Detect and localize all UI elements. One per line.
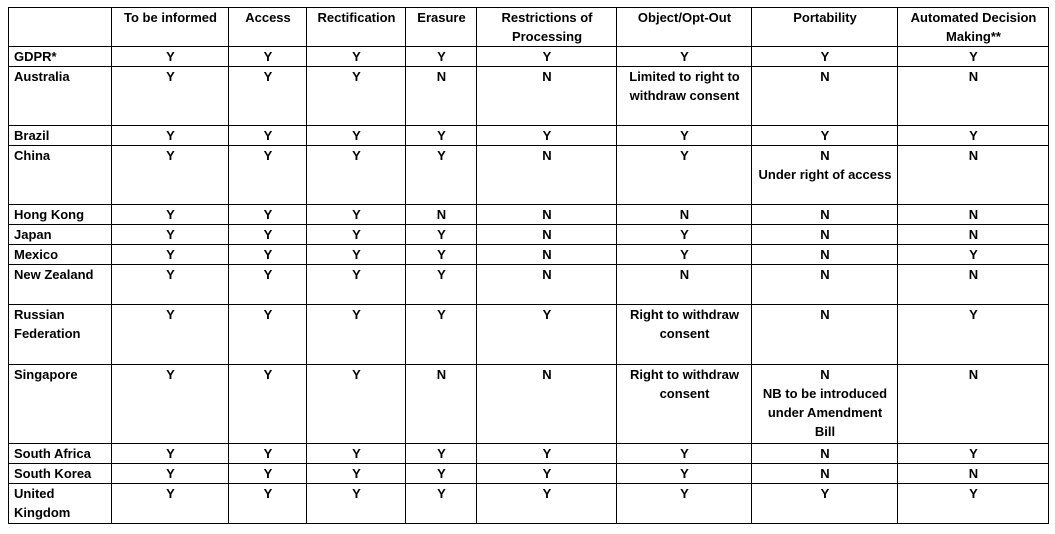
table-row bbox=[9, 126, 1049, 146]
value-cell: Y bbox=[307, 67, 406, 126]
value-cell: Y bbox=[406, 245, 477, 265]
value-cell: N bbox=[477, 245, 617, 265]
value-cell: Y bbox=[112, 225, 229, 245]
value-cell: Y bbox=[229, 47, 307, 67]
value-cell: Y bbox=[617, 47, 752, 67]
value-cell: N bbox=[477, 265, 617, 305]
value-cell: N bbox=[752, 225, 898, 245]
value-cell: Y bbox=[307, 146, 406, 205]
rights-comparison-table bbox=[8, 7, 1049, 524]
value-cell: Y bbox=[752, 126, 898, 146]
country-cell: Singapore bbox=[9, 365, 112, 444]
table-row bbox=[9, 464, 1049, 484]
value-cell: N bbox=[898, 365, 1049, 444]
value-cell: Y bbox=[307, 265, 406, 305]
value-cell: Y bbox=[477, 444, 617, 464]
value-cell: Y bbox=[617, 126, 752, 146]
value-cell: N bbox=[898, 464, 1049, 484]
value-cell: N bbox=[752, 265, 898, 305]
value-cell: Limited to right to withdraw consent bbox=[617, 67, 752, 126]
value-cell: Y bbox=[406, 146, 477, 205]
automated-decision-making-header: Automated Decision Making** bbox=[898, 8, 1049, 47]
value-cell: Y bbox=[112, 67, 229, 126]
value-line: NB to be introduced under Amendment Bill bbox=[762, 386, 888, 439]
table-row bbox=[9, 67, 1049, 126]
value-cell: Y bbox=[477, 126, 617, 146]
value-cell: N bbox=[752, 245, 898, 265]
access-header: Access bbox=[229, 8, 307, 47]
table-row bbox=[9, 365, 1049, 444]
value-cell: Y bbox=[307, 365, 406, 444]
country-cell: Brazil bbox=[9, 126, 112, 146]
value-cell: Y bbox=[307, 126, 406, 146]
value-cell: Y bbox=[307, 444, 406, 464]
value-line: N bbox=[820, 148, 830, 163]
value-cell: Y bbox=[307, 245, 406, 265]
value-cell: Y bbox=[229, 225, 307, 245]
value-cell: N bbox=[898, 205, 1049, 225]
value-cell: N bbox=[898, 225, 1049, 245]
value-cell: Y bbox=[112, 245, 229, 265]
restrictions-of-processing-header: Restrictions of Processing bbox=[477, 8, 617, 47]
rectification-header: Rectification bbox=[307, 8, 406, 47]
value-cell: Y bbox=[229, 67, 307, 126]
value-cell: Y bbox=[307, 464, 406, 484]
value-cell: N bbox=[898, 146, 1049, 205]
country-cell: New Zealand bbox=[9, 265, 112, 305]
value-cell: Y bbox=[229, 265, 307, 305]
value-cell: Y bbox=[229, 126, 307, 146]
value-cell: Y bbox=[112, 305, 229, 365]
value-cell: Y bbox=[898, 444, 1049, 464]
value-cell: Y bbox=[617, 225, 752, 245]
table-body bbox=[9, 47, 1049, 524]
value-cell: Y bbox=[112, 205, 229, 225]
table-row bbox=[9, 146, 1049, 205]
value-cell: N bbox=[406, 365, 477, 444]
value-cell: N bbox=[406, 67, 477, 126]
country-cell: Russian Federation bbox=[9, 305, 112, 365]
value-cell: Y bbox=[307, 305, 406, 365]
to-be-informed-header: To be informed bbox=[112, 8, 229, 47]
value-cell: Y bbox=[477, 484, 617, 524]
portability-header: Portability bbox=[752, 8, 898, 47]
value-cell: Y bbox=[229, 444, 307, 464]
value-cell: Y bbox=[229, 305, 307, 365]
value-cell: Y bbox=[229, 464, 307, 484]
value-cell: Y bbox=[112, 126, 229, 146]
value-cell: Y bbox=[112, 265, 229, 305]
country-cell: South Africa bbox=[9, 444, 112, 464]
value-cell: Y bbox=[752, 484, 898, 524]
value-cell: Y bbox=[112, 365, 229, 444]
value-cell: N bbox=[752, 205, 898, 225]
value-cell: N bbox=[898, 67, 1049, 126]
country-header bbox=[9, 8, 112, 47]
value-cell: Right to withdraw consent bbox=[617, 305, 752, 365]
country-cell: China bbox=[9, 146, 112, 205]
value-cell bbox=[752, 365, 898, 444]
country-cell: Mexico bbox=[9, 245, 112, 265]
value-cell: N bbox=[477, 146, 617, 205]
value-cell: Y bbox=[406, 126, 477, 146]
erasure-header: Erasure bbox=[406, 8, 477, 47]
value-cell: Y bbox=[898, 47, 1049, 67]
value-cell: Y bbox=[617, 464, 752, 484]
country-cell: South Korea bbox=[9, 464, 112, 484]
country-cell: GDPR* bbox=[9, 47, 112, 67]
table-row bbox=[9, 484, 1049, 524]
value-cell: N bbox=[477, 67, 617, 126]
value-cell: Y bbox=[307, 47, 406, 67]
value-cell: Y bbox=[112, 464, 229, 484]
value-cell: Y bbox=[406, 305, 477, 365]
value-cell: Y bbox=[898, 484, 1049, 524]
value-cell: N bbox=[752, 464, 898, 484]
value-cell: Y bbox=[898, 305, 1049, 365]
object-opt-out-header: Object/Opt-Out bbox=[617, 8, 752, 47]
table-row bbox=[9, 225, 1049, 245]
value-cell: Y bbox=[752, 47, 898, 67]
value-cell: N bbox=[617, 265, 752, 305]
country-cell: United Kingdom bbox=[9, 484, 112, 524]
value-cell: N bbox=[752, 67, 898, 126]
value-cell: N bbox=[477, 365, 617, 444]
value-cell: Y bbox=[307, 225, 406, 245]
table-row bbox=[9, 47, 1049, 67]
value-cell: N bbox=[752, 444, 898, 464]
value-cell: Y bbox=[406, 265, 477, 305]
value-cell bbox=[752, 146, 898, 205]
value-cell: Y bbox=[406, 484, 477, 524]
country-cell: Australia bbox=[9, 67, 112, 126]
value-cell: Y bbox=[229, 484, 307, 524]
value-cell: Y bbox=[477, 464, 617, 484]
value-cell: Right to withdraw consent bbox=[617, 365, 752, 444]
value-cell: Y bbox=[617, 245, 752, 265]
value-cell: Y bbox=[898, 126, 1049, 146]
value-cell: Y bbox=[307, 205, 406, 225]
table-row bbox=[9, 245, 1049, 265]
value-cell: Y bbox=[898, 245, 1049, 265]
value-cell: Y bbox=[229, 365, 307, 444]
value-cell: Y bbox=[617, 484, 752, 524]
table-row bbox=[9, 265, 1049, 305]
value-cell: N bbox=[617, 205, 752, 225]
value-cell: Y bbox=[112, 47, 229, 67]
country-cell: Hong Kong bbox=[9, 205, 112, 225]
value-cell: N bbox=[406, 205, 477, 225]
value-cell: N bbox=[752, 305, 898, 365]
value-cell: Y bbox=[229, 245, 307, 265]
value-cell: N bbox=[477, 205, 617, 225]
value-cell: Y bbox=[477, 47, 617, 67]
value-cell: Y bbox=[406, 225, 477, 245]
value-cell: Y bbox=[406, 444, 477, 464]
value-cell: Y bbox=[617, 146, 752, 205]
value-line: N bbox=[820, 367, 830, 382]
value-cell: Y bbox=[617, 444, 752, 464]
value-cell: Y bbox=[229, 146, 307, 205]
value-cell: N bbox=[898, 265, 1049, 305]
value-cell: Y bbox=[112, 484, 229, 524]
value-cell: Y bbox=[112, 444, 229, 464]
table-header-row bbox=[9, 8, 1049, 47]
value-cell: Y bbox=[406, 47, 477, 67]
country-cell: Japan bbox=[9, 225, 112, 245]
value-cell: Y bbox=[477, 305, 617, 365]
table-row bbox=[9, 444, 1049, 464]
value-line: Under right of access bbox=[758, 167, 892, 182]
value-cell: Y bbox=[406, 464, 477, 484]
table-row bbox=[9, 305, 1049, 365]
value-cell: N bbox=[477, 225, 617, 245]
value-cell: Y bbox=[112, 146, 229, 205]
value-cell: Y bbox=[307, 484, 406, 524]
table-row bbox=[9, 205, 1049, 225]
value-cell: Y bbox=[229, 205, 307, 225]
